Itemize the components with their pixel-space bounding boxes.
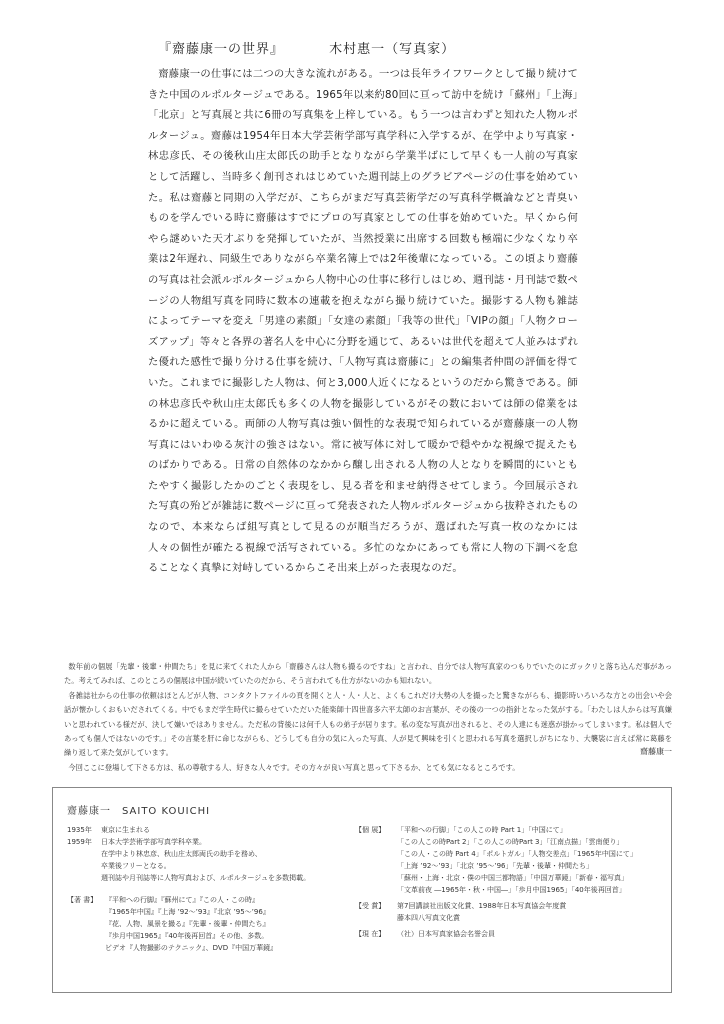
profile-name: 齋藤康一 SAITO KOUICHI [67,806,211,817]
bio-year: 1959年 [67,838,92,846]
bio-row [67,836,347,884]
notes-signature: 齋藤康一 [640,747,672,756]
profile-box [52,787,672,993]
bio-year: 1935年 [67,826,92,834]
essay-author: 木村惠一（写真家） [329,42,456,57]
notes-paragraph: 数年前の個展「先輩・後輩・仲間たち」を見に来てくれた人から「齋藤さんは人物も撮るのですね」と言われ、自分では人物写真家のつもりでいたのにガックリと落ち込んだ事があった。考えてみれば、このところの個展は中国が続いていたのだから、そう言われても仕方がないのかも知れない。 [64,662,672,686]
exhibitions-label: 【個 展】 [355,826,386,834]
bio-text: 東京に生まれる [101,826,150,834]
notes-paragraph: 今回ここに登場して下さる方は、私の尊敬する人、好きな人々です。その方々が良い写真と思って下さるか、とても気になるところです。 [68,762,520,772]
books-list: 『平和への行脚』『蘇州にて』『この人・この時』 『1965年中国』『上海 ’92〜’93』『北京 ’95〜’96』 『花、人物、風景を撮る』『先輩・後輩・仲間たち』 『歩月中国1965』『40年後再回首』その他、多数。 ビデオ『人物撮影のテクニック』、DVD『中国万華鏡』 [105,896,278,952]
profile-left-column [67,824,347,954]
essay-title [158,38,638,57]
exhibitions-row [355,824,665,896]
essay-paragraph: 齋藤康一の仕事には二つの大きな流れがある。一つは長年ライフワークとして撮り続けてきた中国のルポルタージュである。1965年以来約80回に亘って訪中を続け「蘇州」「上海」「北京」と写真展と共に6冊の写真集を上梓している。もう一つは言わずと知れた人物ルポルタージュ。齋藤は1954年日本大学芸術学部写真学科に入学するが、在学中より写真家・林忠彦氏、その後秋山庄太郎氏の助手となりながら学業半ばにして早くも一人前の写真家として活躍し、当時多く創刊されはじめていた週刊誌上のグラビアページの仕事を始めていた。私は齋藤と同期の入学だが、こちらがまだ写真芸術学だの写真科学概論などと青臭いものを学んでいる時に齋藤はすでにプロの写真家としての仕事を始めていた。早くから何やら謎めいた天才ぶりを発揮していたが、当然授業に出席する回数も極端に少なくなり卒業は2年遅れ、同級生でありながら卒業名簿上では2年後輩になっている。この頃より齋藤の写真は社会派ルポルタージュから人物中心の仕事に移行しはじめ、週刊誌・月刊誌で数ページの人物組写真を同時に数本の連載を抱えながら撮り続けていた。撮影する人物も雑誌によってテーマを変え「男達の素顔」「女達の素顔」「我等の世代」「VIPの顔」「人物クローズアップ」等々と各界の著名人を中心に分野を通じて、あるいは世代を超えて人並みはずれた優れた感性で撮り分ける仕事を続け、「人物写真は齋藤に」との編集者仲間の評価を得ていた。これまでに撮影した人物は、何と3,000人近くになるというのだから驚きである。師の林忠彦氏や秋山庄太郎氏も多くの人物を撮影しているがその数においては師の偉業をはるかに超えている。両師の人物写真は強い個性的な表現で知られているが齋藤康一の人物写真にはいわゆる灰汁の強さはない。常に被写体に対して暖かで穏やかな視線で捉えたものばかりである。日常の自然体のなかから醸し出される人物の人となりを瞬間的にいともたやすく撮影したかのごとく表現をし、見る者を和ませ納得させてしまう。今回展示された写真の殆どが雑誌に数ページに亘って発表された人物ルポルタージュから抜粋されたものなので、本来ならば組写真として見るのが順当だろうが、選ばれた写真一枚のなかには人々の個性が確たる視線で活写されている。多忙のなかにあっても常に人物の下調べを怠ることなく真摯に対峙しているからこそ出来上がった表現なのだ。 [148,68,578,575]
essay-title-text: 『齋藤康一の世界』 [158,42,285,57]
books-row [67,894,347,954]
awards-list: 第7回講談社出版文化賞、1988年日本写真協会年度賞 藤本四八写真文化賞 [397,902,567,922]
current-row [355,928,665,940]
bio-row [67,824,347,836]
essay-body [148,64,578,579]
notes-paragraph: 各雑誌社からの仕事の依頼はほとんどが人物、コンタクトファイルの頁を開くと人・人・人と、よくもこれだけ大勢の人を撮ったと驚きながらも、撮影時いろいろな方との出会いや会話が懐かしくおもいだされてくる。中でもまだ学生時代に撮らせていただいた能楽師十四世喜多六平太師のお言葉が、その後の一つの指針となった気がする。「わたしは人からは写真嫌いと思われている様だが、決して嫌いではありません。ただ私の背後には何千人もの弟子が居ります。私の変な写真が出されると、その人達にも迷惑が掛かってしまいます。私は個人であっても個人ではないのです。」その言葉を肝に命じながらも、どうしても自分の気に入った写真、人が見て興味を引くと思われる写真を選択しがちになり、大襲裟に言えば常に葛藤を繰り返して来た気がしています。 [64,690,672,758]
current-text: （社）日本写真家協会名誉会員 [397,930,495,938]
profile-right-column [355,824,665,944]
bio-text: 日本大学芸術学部写真学科卒業。 在学中より林忠彦、秋山庄太郎両氏の助手を務め、 卒業後フリーとなる。 週刊誌や月刊誌等に人物写真および、ルポルタージュを多数掲載。 [101,838,311,882]
awards-row [355,900,665,924]
awards-label: 【受 賞】 [355,902,386,910]
exhibitions-list: 「平和への行脚」「この人この時 Part 1」「中国にて」 「この人この時Part 2」「この人この時Part 3」「江南点描」「雲南便り」 「この人・この時 Part 4」「ポルトガル」「人物交差点」「1965年中国にて」 「上海 ’92〜’93」「北京 ’95〜’96」「先輩・後輩・仲間たち」 「蘇州・上海・北京・僕の中国三都物語」「中国万華鏡」「新春・福写真」 「文革前夜 ―1965年・秋・中国―」「歩月中国1965」「40年後再回首」 [397,826,637,894]
current-label: 【現 在】 [355,930,386,938]
books-label: 【著 書】 [67,896,98,904]
artist-notes [64,660,672,775]
